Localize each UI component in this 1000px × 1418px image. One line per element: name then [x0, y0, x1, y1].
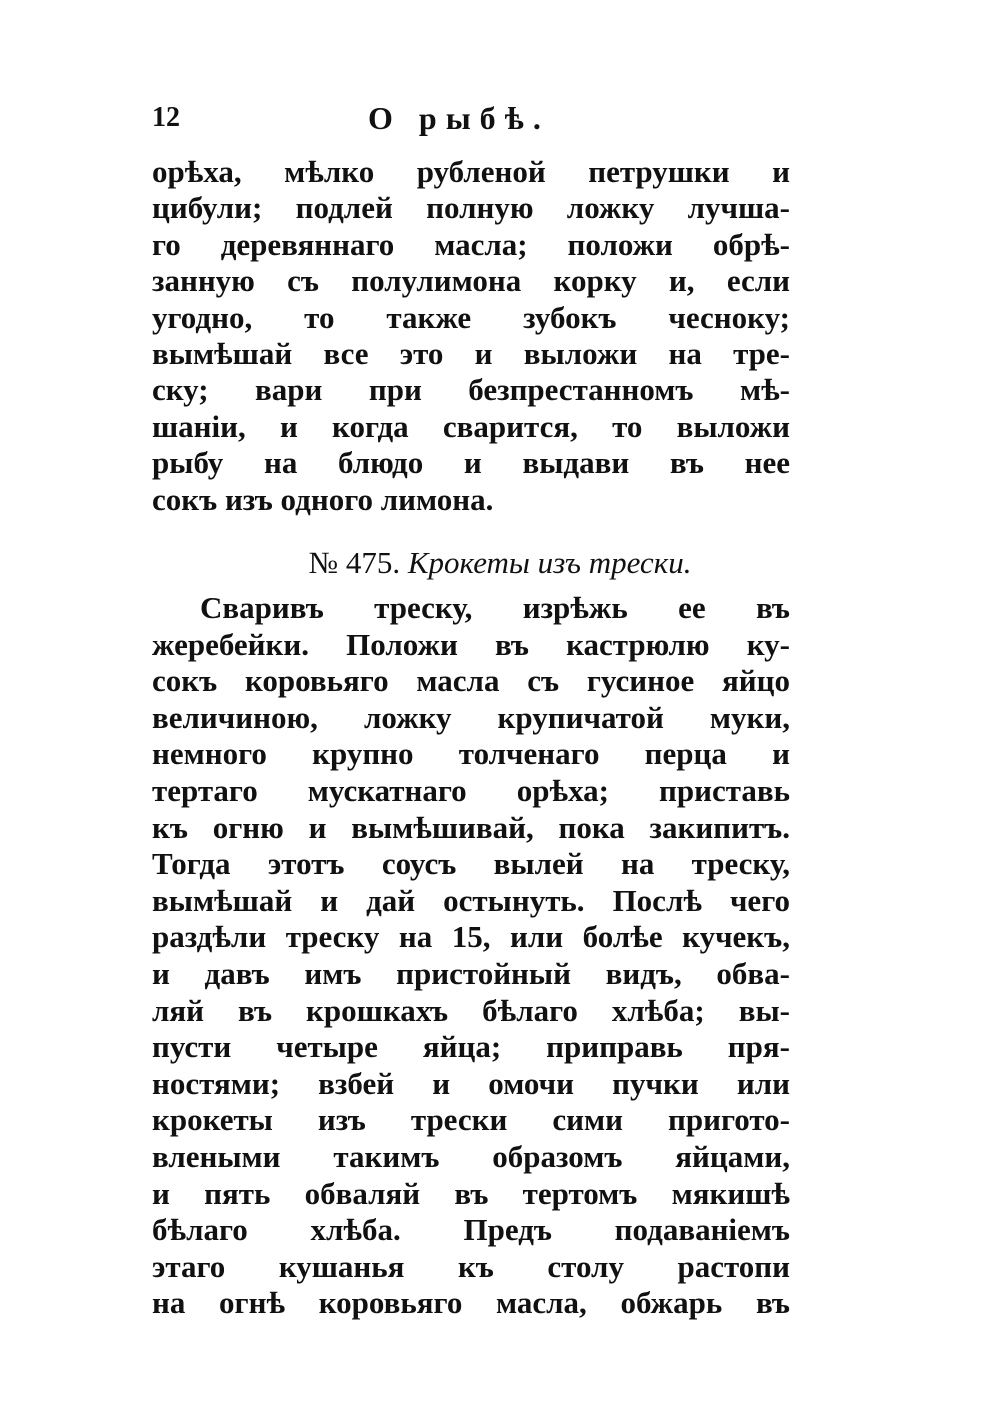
recipe-title: Крокеты изъ трески.	[407, 545, 692, 580]
text-line: пусти четыре яйца; приправь пря-	[152, 1029, 790, 1065]
text-line: занную съ полулимона корку и, если	[152, 263, 790, 299]
text-line: къ огню и вымѣшивай, пока закипитъ.	[152, 809, 790, 845]
text-line: шаніи, и когда сварится, то выложи	[152, 408, 790, 444]
text-line: рыбу на блюдо и выдави въ нее	[152, 445, 790, 481]
text-line: Тогда этотъ соусъ вылей на треску,	[152, 846, 790, 882]
text-line: величиною, ложку крупичатой муки,	[152, 699, 790, 735]
text-line: бѣлаго хлѣба. Предъ подаваніемъ	[152, 1212, 790, 1248]
text-line: угодно, то также зубокъ чесноку;	[152, 299, 790, 335]
text-line: ляй въ крошкахъ бѣлаго хлѣба; вы-	[152, 992, 790, 1028]
text-line: цибули; подлей полную ложку лучша-	[152, 190, 790, 226]
page-header	[150, 100, 790, 144]
text-line: вымѣшай и дай остынуть. Послѣ чего	[152, 882, 790, 918]
text-line: сокъ коровьяго масла съ гусиное яйцо	[152, 663, 790, 699]
running-title: О рыбѣ.	[368, 100, 550, 136]
text-line: на огнѣ коровьяго масла, обжарь въ	[152, 1285, 790, 1321]
text-line: Сваривъ треску, изрѣжь ее въ	[200, 590, 790, 625]
text-line: жеребейки. Положи въ кастрюлю ку-	[152, 626, 790, 662]
text-line: крокеты изъ трески сими пригото-	[152, 1102, 790, 1138]
text-line: тертаго мускатнаго орѣха; приставь	[152, 773, 790, 808]
text-line: и давъ имъ пристойный видъ, обва-	[152, 956, 790, 991]
text-line: орѣха, мѣлко рубленой петрушки и	[152, 154, 790, 189]
recipe-number: № 475.	[308, 545, 401, 580]
text-line: сокъ изъ одного лимона.	[152, 481, 494, 517]
text-line: влеными такимъ образомъ яйцами,	[152, 1139, 790, 1174]
recipe-heading	[0, 545, 1000, 581]
text-line: вымѣшай все это и выложи на тре-	[152, 336, 790, 371]
text-line: немного крупно толченаго перца и	[152, 736, 790, 772]
page-number: 12	[152, 102, 180, 133]
text-line: этаго кушанья къ столу растопи	[152, 1248, 790, 1284]
text-line: и пять обваляй въ тертомъ мякишѣ	[152, 1175, 790, 1211]
text-line: го деревяннаго масла; положи обрѣ-	[152, 226, 790, 262]
text-line: раздѣли треску на 15, или болѣе кучекъ,	[152, 919, 790, 955]
text-line: ску; вари при безпрестанномъ мѣ-	[152, 372, 790, 408]
text-line: ностями; взбей и омочи пучки или	[152, 1065, 790, 1101]
